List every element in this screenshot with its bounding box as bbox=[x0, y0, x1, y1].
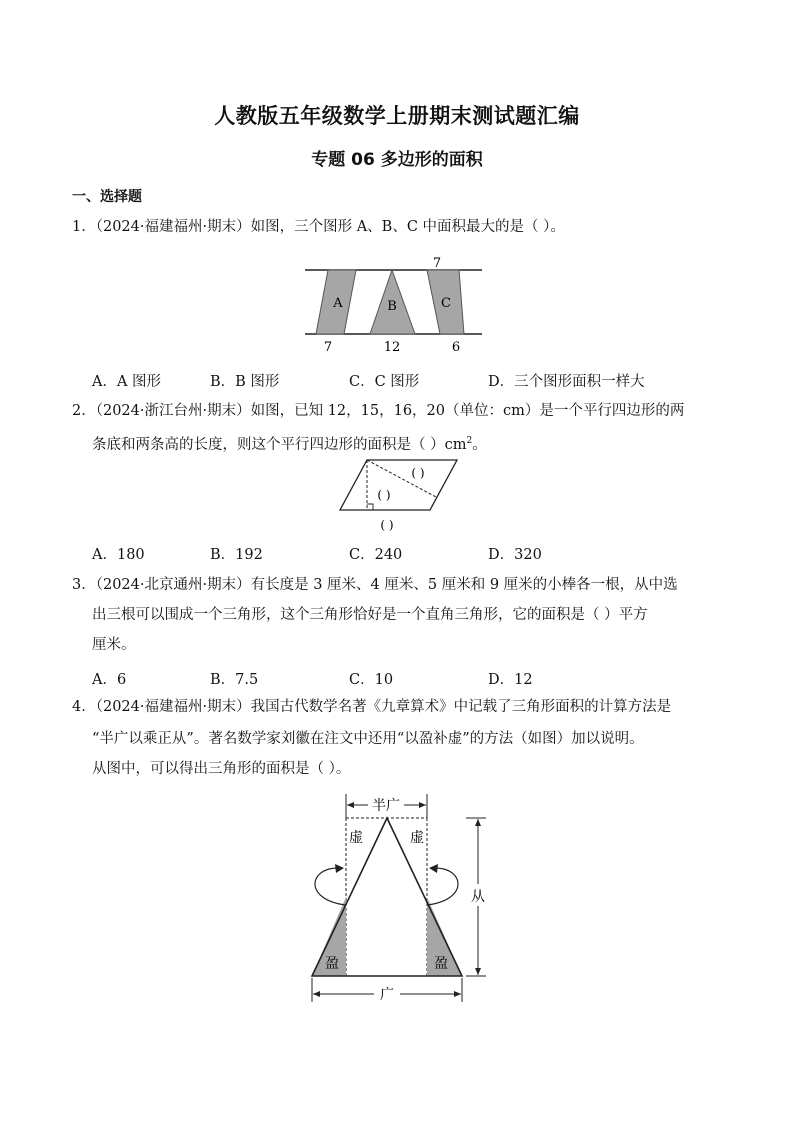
question-2-figure bbox=[330, 455, 465, 537]
q1-option-d: D．三个图形面积一样大 bbox=[488, 374, 645, 390]
label-height: 从 bbox=[471, 889, 485, 905]
q2-option-d: D．320 bbox=[488, 547, 542, 563]
q2-option-a: A．180 bbox=[92, 547, 145, 563]
label-void-left: 虚 bbox=[349, 830, 363, 846]
question-2-line-2: 条底和两条高的长度，则这个平行四边形的面积是（ ）$cm^2$。 bbox=[92, 436, 487, 453]
label-bottom-c: 6 bbox=[451, 340, 461, 355]
label-half-base: 半广 bbox=[372, 798, 400, 814]
q1-option-b: B．B 图形 bbox=[210, 374, 280, 390]
label-base: 广 bbox=[380, 987, 394, 1003]
question-1-text: 1．（2024·福建福州·期末）如图，三个图形 A、B、C 中面积最大的是（ ）。 bbox=[72, 219, 565, 235]
question-3-line-1: 3．（2024·北京通州·期末）有长度是 3 厘米、4 厘米、5 厘米和 9 厘米的小棒各一根，从中选 bbox=[72, 577, 678, 593]
q2-option-c: C．240 bbox=[349, 547, 403, 563]
question-4-line-2: “半广以乘正从”。著名数学家刘徽在注文中还用“以盈补虚”的方法（如图）加以说明。 bbox=[92, 731, 644, 747]
label-surplus-left: 盈 bbox=[325, 956, 339, 972]
question-4-figure bbox=[300, 790, 500, 1010]
label-shape-c: C bbox=[441, 296, 451, 311]
label-bottom-a: 7 bbox=[323, 340, 333, 355]
question-4-line-1: 4．（2024·福建福州·期末）我国古代数学名著《九章算术》中记载了三角形面积的计算方法是 bbox=[72, 699, 672, 715]
label-surplus-right: 盈 bbox=[434, 956, 448, 972]
q3-option-d: D．12 bbox=[488, 672, 533, 688]
right-angle-mark bbox=[367, 504, 373, 510]
label-shape-b: B bbox=[387, 299, 397, 314]
q1-option-a: A．A 图形 bbox=[92, 374, 162, 390]
label-bottom-b: 12 bbox=[383, 340, 401, 355]
parallelogram bbox=[340, 460, 457, 510]
blank-base-height: ( ) bbox=[377, 488, 391, 502]
q3-option-b: B．7.5 bbox=[210, 672, 259, 688]
label-void-right: 虚 bbox=[410, 830, 424, 846]
section-heading: 一、选择题 bbox=[72, 189, 142, 205]
right-rotate-arrow bbox=[427, 868, 458, 905]
q3-option-a: A．6 bbox=[92, 672, 127, 688]
question-1-figure bbox=[300, 252, 490, 357]
label-shape-a: A bbox=[333, 296, 343, 311]
page-title: 人教版五年级数学上册期末测试题汇编 bbox=[214, 104, 580, 128]
left-rotate-arrow bbox=[315, 868, 346, 905]
question-3-line-2: 出三根可以围成一个三角形，这个三角形恰好是一个直角三角形，它的面积是（ ）平方 bbox=[92, 607, 648, 623]
blank-base: ( ) bbox=[380, 518, 394, 532]
question-4-line-3: 从图中，可以得出三角形的面积是（ ）。 bbox=[92, 761, 351, 777]
page-subtitle: 专题 06 多边形的面积 bbox=[311, 150, 483, 170]
q1-option-c: C．C 图形 bbox=[349, 374, 420, 390]
q3-option-c: C．10 bbox=[349, 672, 394, 688]
q2-option-b: B．192 bbox=[210, 547, 263, 563]
blank-side-height: ( ) bbox=[411, 466, 425, 480]
question-2-line-1: 2．（2024·浙江台州·期末）如图，已知 12，15，16，20（单位：cm）是一个平行四边形的两 bbox=[72, 403, 685, 419]
label-top-length: 7 bbox=[432, 256, 442, 271]
question-3-line-3: 厘米。 bbox=[92, 637, 136, 653]
